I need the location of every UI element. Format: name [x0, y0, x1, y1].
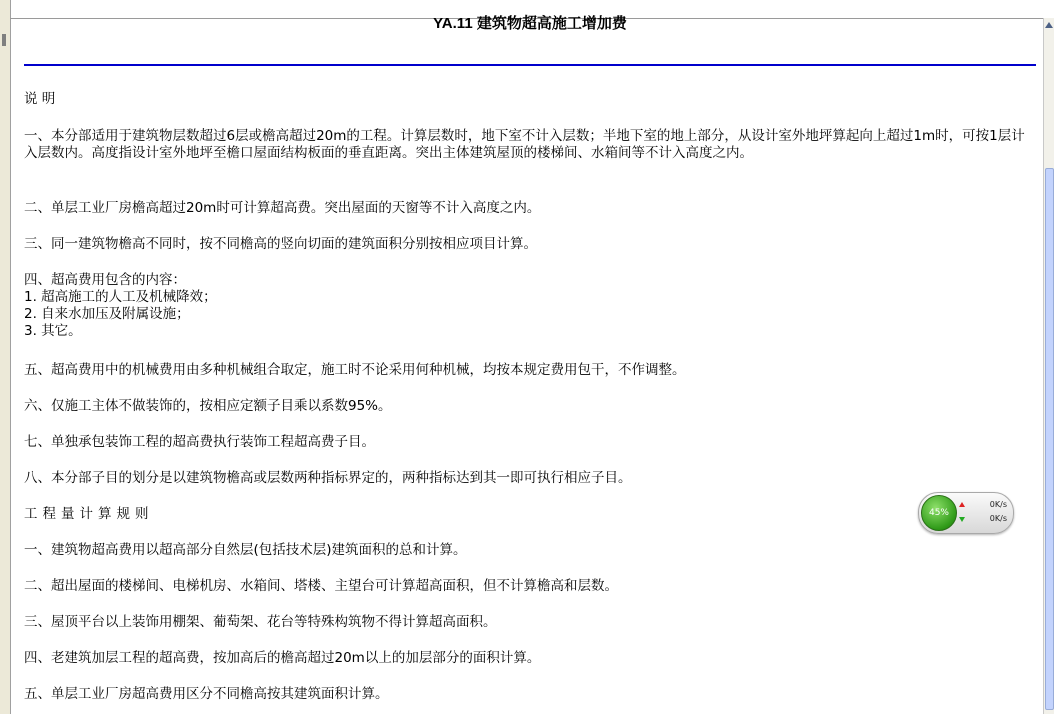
- section-heading-rules: 工程量计算规则: [24, 506, 154, 522]
- explanation-item-5: 五、超高费用中的机械费用由多种机械组合取定，施工时不论采用何种机械，均按本规定费用包干，不作调整。: [24, 362, 686, 378]
- title-divider: [24, 64, 1036, 66]
- rule-item-4: 四、老建筑加层工程的超高费，按加高后的檐高超过20m以上的加层部分的面积计算。: [24, 650, 541, 666]
- rule-item-3: 三、屋顶平台以上装饰用棚架、葡萄架、花台等特殊构筑物不得计算超高面积。: [24, 614, 497, 630]
- frame-marker: [2, 34, 6, 46]
- explanation-item-8: 八、本分部子目的划分是以建筑物檐高或层数两种指标界定的，两种指标达到其一即可执行相应子目。: [24, 470, 632, 486]
- upload-arrow-icon: [959, 502, 965, 507]
- document-title: YA.11 建筑物超高施工增加费: [433, 15, 627, 32]
- network-usage-gauge: 45%: [921, 495, 957, 531]
- explanation-item-4: 四、超高费用包含的内容： 1. 超高施工的人工及机械降效； 2. 自来水加压及附属设施； 3. 其它。: [24, 272, 217, 339]
- download-arrow-icon: [959, 517, 965, 522]
- explanation-item-2: 二、单层工业厂房檐高超过20m时可计算超高费。突出屋面的天窗等不计入高度之内。: [24, 200, 541, 216]
- explanation-item-3: 三、同一建筑物檐高不同时，按不同檐高的竖向切面的建筑面积分别按相应项目计算。: [24, 236, 537, 252]
- upload-rate: 0K/s: [989, 500, 1007, 509]
- left-window-frame: [0, 0, 11, 714]
- explanation-item-6: 六、仅施工主体不做装饰的，按相应定额子目乘以系数95%。: [24, 398, 392, 414]
- scroll-up-arrow-icon[interactable]: [1045, 22, 1053, 28]
- rule-item-1: 一、建筑物超高费用以超高部分自然层(包括技术层)建筑面积的总和计算。: [24, 542, 467, 558]
- scroll-thumb[interactable]: [1045, 168, 1054, 710]
- download-rate: 0K/s: [989, 514, 1007, 523]
- section-heading-explanation: 说 明: [24, 91, 56, 107]
- explanation-item-1: 一、本分部适用于建筑物层数超过6层或檐高超过20m的工程。计算层数时，地下室不计入层数；半地下室的地上部分，从设计室外地坪算起向上超过1m时，可按1层计入层数内。高度指设计室外地坪至檐口屋面结构板面的垂直距离。突出主体建筑屋顶的楼梯间、水箱间等不计入高度之内。: [24, 128, 1025, 161]
- rule-item-5: 五、单层工业厂房超高费用区分不同檐高按其建筑面积计算。: [24, 686, 389, 702]
- network-speed-widget[interactable]: [918, 492, 1014, 534]
- vertical-scrollbar[interactable]: [1043, 18, 1054, 714]
- rule-item-2: 二、超出屋面的楼梯间、电梯机房、水箱间、塔楼、主望台可计算超高面积，但不计算檐高和层数。: [24, 578, 618, 594]
- explanation-item-7: 七、单独承包装饰工程的超高费执行装饰工程超高费子目。: [24, 434, 375, 450]
